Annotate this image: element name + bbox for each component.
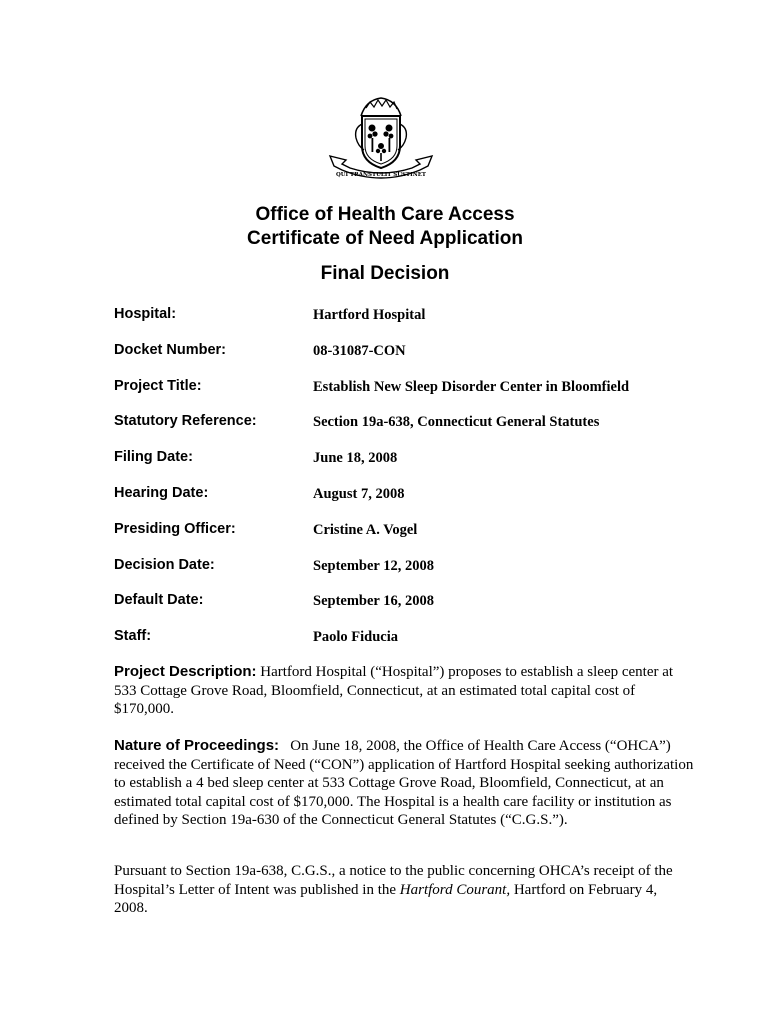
field-value: 08-31087-CON	[313, 342, 406, 359]
field-value: Hartford Hospital	[313, 307, 426, 323]
field-value: Cristine A. Vogel	[313, 521, 418, 538]
notice-paragraph	[114, 862, 694, 918]
newspaper-name: Hartford Courant,	[399, 881, 511, 898]
field-row-project-title	[114, 378, 714, 414]
project-description-heading: Project Description:	[114, 663, 257, 680]
field-label: Statutory Reference:	[114, 413, 257, 430]
field-value: September 12, 2008	[313, 557, 434, 574]
field-row-presiding-officer	[114, 521, 714, 557]
nature-of-proceedings-text: On June 18, 2008, the Office of Health Care Access (“OHCA”) received the Certificate of Need (“CON”) application of Hartford Hospital seeking authorization to establish a 4 bed sleep center at 533 Cottage Grove Road, Bloomfield, Connecticut, at an estimated total capital cost of $170,000. The Hospital is a health care facility or institution as defined by Section 19a-630 of the Connecticut General Statutes (“C.G.S.”).	[114, 738, 694, 828]
field-label: Decision Date:	[114, 556, 215, 573]
field-value: August 7, 2008	[313, 485, 405, 502]
title-line-2: Certificate of Need Application	[247, 228, 523, 249]
notice-text-after: Hartford on February 4, 2008.	[114, 881, 658, 916]
field-row-hospital	[114, 306, 714, 342]
field-label: Hearing Date:	[114, 484, 209, 501]
field-row-staff	[114, 628, 714, 664]
nature-of-proceedings-heading: Nature of Proceedings:	[114, 737, 280, 754]
field-value: Paolo Fiducia	[313, 629, 398, 646]
field-label: Presiding Officer:	[114, 520, 236, 537]
project-description-paragraph	[114, 663, 694, 719]
project-description-text: Hartford Hospital (“Hospital”) proposes to establish a sleep center at 533 Cottage Grove Road, Bloomfield, Connecticut, at an estimated total capital cost of $170,000.	[114, 664, 674, 717]
field-row-decision-date	[114, 557, 714, 593]
field-row-filing-date	[114, 449, 714, 485]
nature-of-proceedings-paragraph	[114, 737, 694, 830]
field-row-docket-number	[114, 342, 714, 378]
notice-text-before: Pursuant to Section 19a-638, C.G.S., a notice to the public concerning OHCA’s receipt of the Hospital’s Letter of Intent was published in the	[114, 863, 673, 898]
case-fields	[114, 306, 714, 664]
field-row-statutory-reference	[114, 413, 714, 449]
field-row-hearing-date	[114, 485, 714, 521]
title-line-1: Office of Health Care Access	[255, 204, 515, 225]
document-subtitle: Final Decision	[320, 263, 450, 284]
field-label: Project Title:	[114, 377, 202, 394]
field-row-default-date	[114, 592, 714, 628]
field-label: Hospital:	[114, 306, 177, 322]
document-title	[0, 203, 770, 285]
svg-text:QUI TRANSTULIT SUSTINET: QUI TRANSTULIT SUSTINET	[335, 172, 427, 178]
field-value: September 16, 2008	[313, 593, 434, 610]
field-value: Establish New Sleep Disorder Center in Bloomfield	[313, 378, 630, 395]
field-label: Filing Date:	[114, 449, 193, 466]
connecticut-state-seal-icon	[326, 94, 436, 190]
field-label: Staff:	[114, 628, 152, 645]
field-value: Section 19a-638, Connecticut General Statutes	[313, 414, 600, 431]
field-label: Docket Number:	[114, 341, 226, 358]
field-label: Default Date:	[114, 592, 204, 609]
field-value: June 18, 2008	[313, 450, 398, 467]
